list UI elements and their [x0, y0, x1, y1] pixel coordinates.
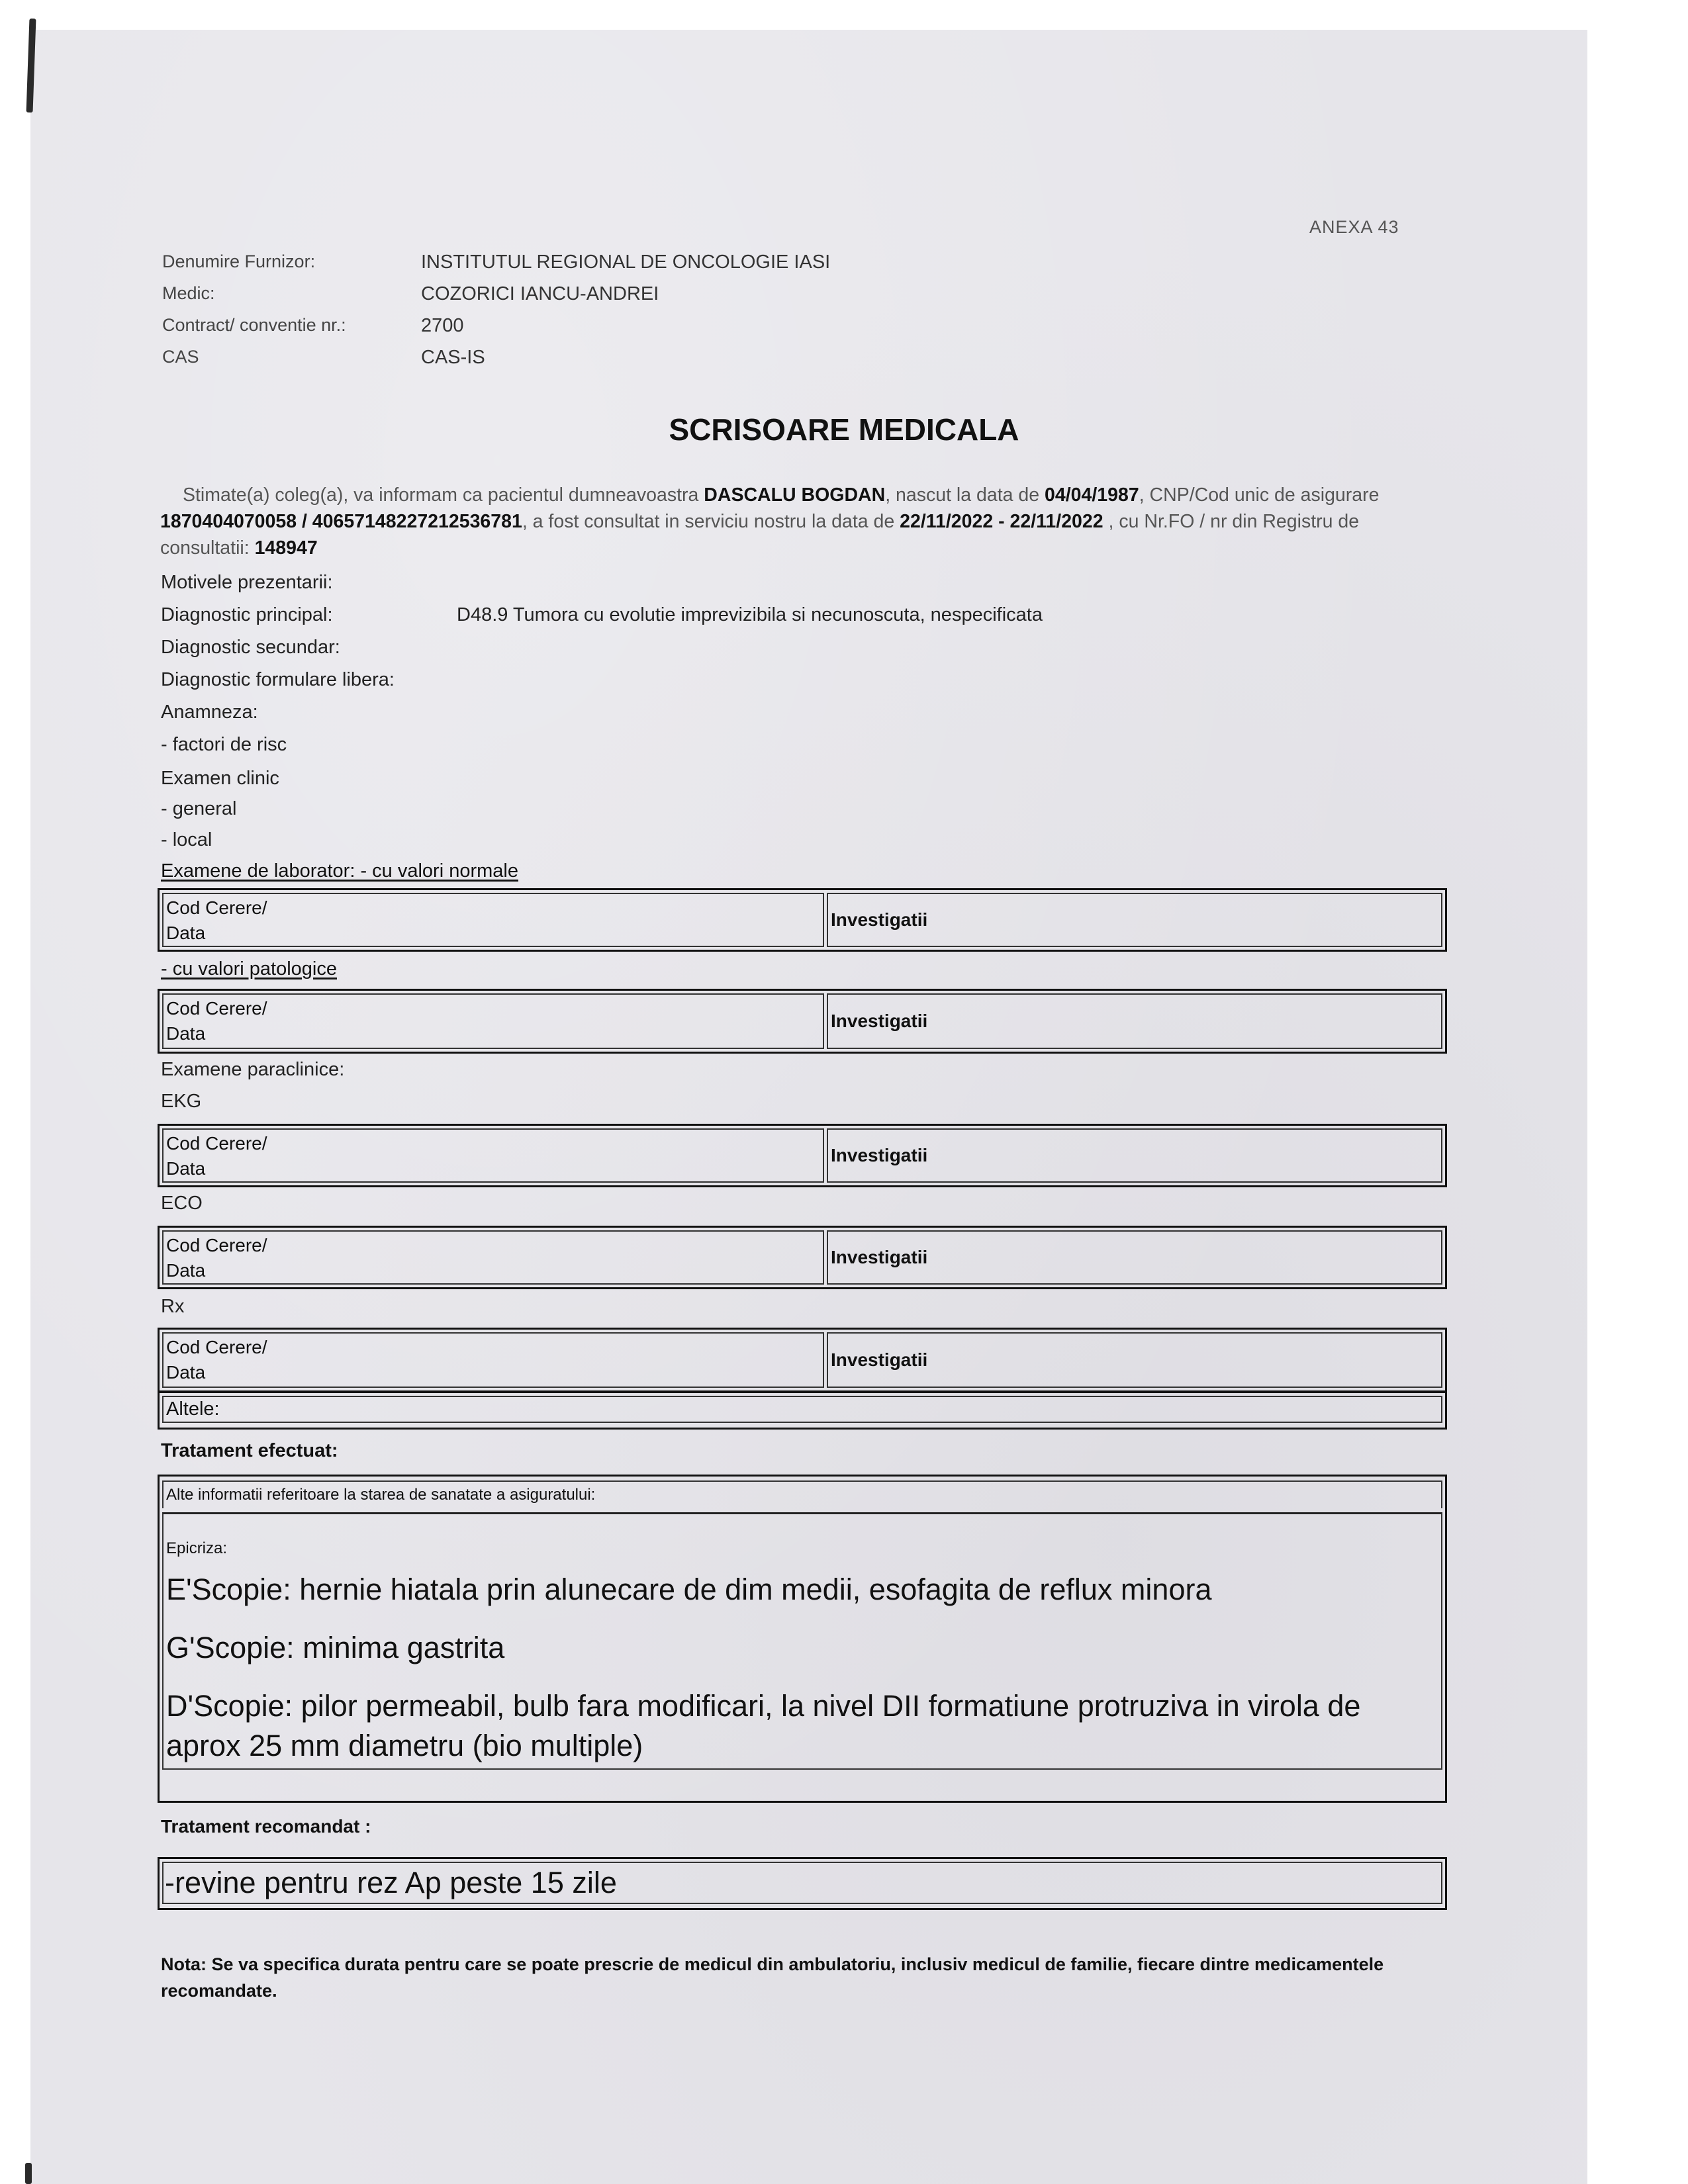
cod-cerere-cell [162, 1332, 824, 1388]
cod-cerere-cell [162, 993, 824, 1049]
birth-date: 04/04/1987 [1045, 484, 1139, 506]
provider-label: Denumire Furnizor: [162, 251, 316, 271]
investigatii-cell: Investigatii [827, 993, 1442, 1049]
register-number: 148947 [254, 537, 318, 559]
cnp-value: 1870404070058 / 40657148227212536781 [160, 511, 522, 532]
tratament-efectuat-label: Tratament efectuat: [161, 1440, 338, 1461]
lab-patologic-label: - cu valori patologice [161, 958, 337, 979]
cod-cerere-text: Cod Cerere/ [166, 1235, 267, 1255]
epicriza-section [162, 1512, 1442, 1770]
paraclinic-label: Examene paraclinice: [161, 1059, 345, 1080]
altele-box [158, 1391, 1447, 1430]
investigatii-cell: Investigatii [827, 893, 1442, 947]
tratament-recomandat-value: -revine pentru rez Ap peste 15 zile [162, 1862, 1442, 1904]
factori-risc-label: - factori de risc [161, 734, 287, 755]
intro-text: , nascut la data de [885, 484, 1045, 506]
tratament-recomandat-label: Tratament recomandat : [161, 1816, 371, 1837]
lab-patologic-table [158, 989, 1447, 1054]
epicriza-line-escopie: E'Scopie: hernie hiatala prin alunecare de dim medii, esofagita de reflux minora [166, 1572, 1212, 1606]
ekg-table [158, 1124, 1447, 1187]
investigatii-cell: Investigatii [827, 1230, 1442, 1285]
medic-label: Medic: [162, 283, 215, 303]
lab-normal-table [158, 888, 1447, 952]
cod-cerere-text: Cod Cerere/ [166, 998, 267, 1019]
examen-clinic-label: Examen clinic [161, 768, 279, 789]
epicriza-line-gscopie: G'Scopie: minima gastrita [166, 1631, 505, 1664]
diag-secundar-label: Diagnostic secundar: [161, 637, 340, 658]
epicriza-line-dscopie: D'Scopie: pilor permeabil, bulb fara modificari, la nivel DII formatiune protruziva in virola de aprox 25 mm diametru (bio multiple) [166, 1689, 1361, 1762]
intro-text: , a fost consultat in serviciu nostru la data de [522, 511, 900, 532]
ekg-label: EKG [161, 1091, 202, 1112]
annex-label: ANEXA 43 [1309, 217, 1399, 237]
patient-name: DASCALU BOGDAN [704, 484, 886, 506]
data-text: Data [166, 1362, 206, 1383]
provider-value: INSTITUTUL REGIONAL DE ONCOLOGIE IASI [421, 251, 831, 273]
cod-cerere-text: Cod Cerere/ [166, 1337, 267, 1357]
investigatii-cell: Investigatii [827, 1332, 1442, 1388]
cod-cerere-cell [162, 1230, 824, 1285]
cas-label: CAS [162, 347, 199, 367]
intro-text: , CNP/Cod unic de asigurare [1139, 484, 1380, 506]
data-text: Data [166, 923, 206, 943]
epicriza-label: Epicriza: [166, 1539, 228, 1557]
cod-cerere-text: Cod Cerere/ [166, 1133, 267, 1154]
data-text: Data [166, 1260, 206, 1281]
cas-value: CAS-IS [421, 347, 485, 368]
cod-cerere-text: Cod Cerere/ [166, 897, 267, 918]
tratament-recomandat-box [158, 1857, 1447, 1910]
eco-table [158, 1226, 1447, 1289]
data-text: Data [166, 1158, 206, 1179]
document-title: SCRISOARE MEDICALA [669, 412, 1019, 447]
cod-cerere-cell [162, 893, 824, 947]
lab-normal-label: Examene de laborator: - cu valori normale [161, 860, 518, 882]
local-label: - local [161, 829, 212, 850]
intro-paragraph [160, 482, 1431, 561]
diag-principal-value: D48.9 Tumora cu evolutie imprevizibila si necunoscuta, nespecificata [457, 604, 1043, 625]
contract-label: Contract/ conventie nr.: [162, 315, 346, 335]
nota-footnote: Nota: Se va specifica durata pentru care se poate prescrie de medicul din ambulatoriu, inclusiv medicul de familie, fiecare dintre medicamentele recomandate. [161, 1954, 1384, 2001]
medic-value: COZORICI IANCU-ANDREI [421, 283, 659, 304]
eco-label: ECO [161, 1193, 203, 1214]
alte-info-box [158, 1475, 1447, 1803]
anamneza-label: Anamneza: [161, 702, 258, 723]
diag-libera-label: Diagnostic formulare libera: [161, 669, 395, 690]
alte-info-label: Alte informatii referitoare la starea de sanatate a asiguratului: [162, 1480, 1442, 1508]
altele-label: Altele: [162, 1396, 1442, 1423]
scan-edge-mark [25, 2163, 32, 2184]
intro-text: , cu Nr.FO / nr din Registru de consultatii: [160, 511, 1360, 559]
general-label: - general [161, 798, 237, 819]
cod-cerere-cell [162, 1128, 824, 1183]
investigatii-cell: Investigatii [827, 1128, 1442, 1183]
motive-label: Motivele prezentarii: [161, 572, 333, 593]
consult-date: 22/11/2022 - 22/11/2022 [900, 511, 1103, 532]
intro-text: Stimate(a) coleg(a), va informam ca pacientul dumneavoastra [183, 484, 704, 506]
contract-value: 2700 [421, 315, 464, 336]
rx-table [158, 1328, 1447, 1392]
rx-label: Rx [161, 1296, 185, 1317]
diag-principal-label: Diagnostic principal: [161, 604, 333, 625]
data-text: Data [166, 1023, 206, 1044]
